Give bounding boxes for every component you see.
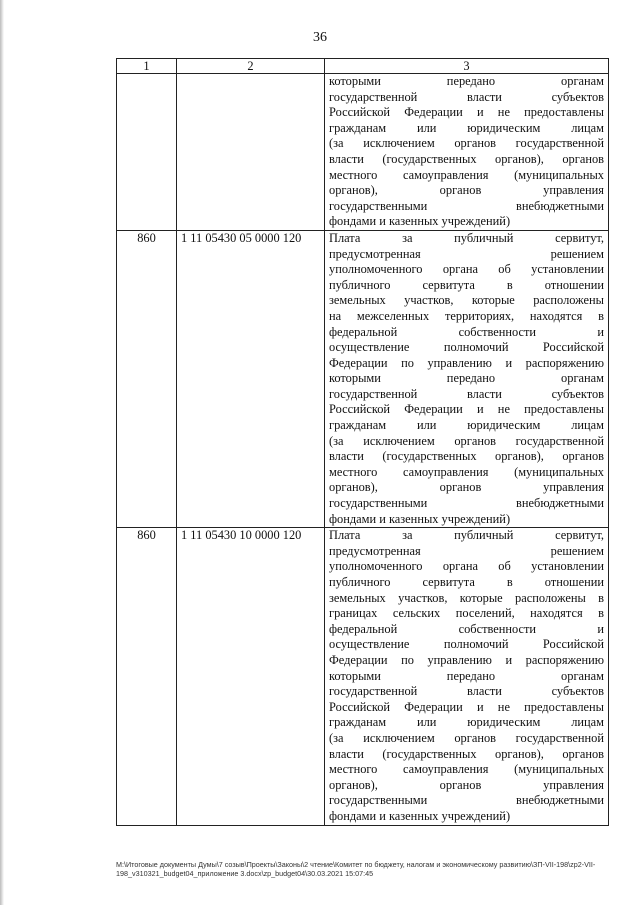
description-line: гражданам или юридическим лицам — [329, 120, 604, 135]
table-header-row — [117, 59, 609, 74]
scan-edge-shadow — [0, 0, 4, 905]
description-line: уполномоченного органа об установлении — [329, 559, 604, 574]
description-line: местного самоуправления (муниципальных — [329, 762, 604, 777]
description-line: Российской Федерации и не предоставлены — [329, 402, 604, 417]
file-path-footer — [116, 860, 616, 878]
row-admin-code: 860 — [117, 230, 177, 527]
row-description — [325, 230, 609, 527]
description-line: предусмотренная решением — [329, 543, 604, 558]
description-line: Федерации по управлению и распоряжению — [329, 652, 604, 667]
description-line: границах сельских поселений, находятся в — [329, 606, 604, 621]
description-line: государственными внебюджетными — [329, 198, 604, 213]
description-line: которыми передано органам — [329, 74, 604, 88]
description-line: власти (государственных органов), органов — [329, 449, 604, 464]
description-line: (за исключением органов государственной — [329, 730, 604, 745]
description-line: (за исключением органов государственной — [329, 136, 604, 151]
description-line: гражданам или юридическим лицам — [329, 715, 604, 730]
row-admin-code: 860 — [117, 528, 177, 825]
row-revenue-code: 1 11 05430 10 0000 120 — [177, 528, 325, 825]
header-col-2: 2 — [177, 59, 325, 74]
description-line: осуществление полномочий Российской — [329, 340, 604, 355]
description-line: органов), органов управления — [329, 777, 604, 792]
description-line: органов), органов управления — [329, 183, 604, 198]
header-col-1: 1 — [117, 59, 177, 74]
description-line: которыми передано органам — [329, 668, 604, 683]
description-line: органов), органов управления — [329, 480, 604, 495]
row-admin-code — [117, 74, 177, 231]
description-line: местного самоуправления (муниципальных — [329, 167, 604, 182]
description-line: фондами и казенных учреждений) — [329, 511, 511, 526]
row-description — [325, 528, 609, 825]
description-line: осуществление полномочий Российской — [329, 637, 604, 652]
description-line: Российской Федерации и не предоставлены — [329, 105, 604, 120]
description-line: Российской Федерации и не предоставлены — [329, 699, 604, 714]
table-row — [117, 528, 609, 825]
description-line: публичного сервитута в отношении — [329, 277, 604, 292]
description-line: гражданам или юридическим лицам — [329, 418, 604, 433]
description-line: государственной власти субъектов — [329, 684, 604, 699]
description-line: Федерации по управлению и распоряжению — [329, 355, 604, 370]
description-line: на межселенных территориях, находятся в — [329, 308, 604, 323]
page-number: 36 — [313, 30, 327, 45]
description-line: государственной власти субъектов — [329, 89, 604, 104]
description-line: Плата за публичный сервитут, — [329, 230, 604, 245]
description-line: предусмотренная решением — [329, 246, 604, 261]
description-line: власти (государственных органов), органов — [329, 151, 604, 166]
description-line: которыми передано органам — [329, 371, 604, 386]
table-row — [117, 74, 609, 231]
header-col-3: 3 — [325, 59, 609, 74]
table-row — [117, 230, 609, 527]
footer-line-2: 198_v310321_budget04_приложение 3.docx\zp_budget04\30.03.2021 15:07:45 — [116, 869, 374, 878]
row-revenue-code — [177, 74, 325, 231]
description-line: федеральной собственности и — [329, 621, 604, 636]
description-line: государственными внебюджетными — [329, 793, 604, 808]
description-line: фондами и казенных учреждений) — [329, 214, 511, 229]
description-line: публичного сервитута в отношении — [329, 575, 604, 589]
revenue-codes-table — [116, 58, 609, 826]
description-line: власти (государственных органов), органов — [329, 746, 604, 761]
description-line: земельных участков, которые расположены в — [329, 590, 604, 605]
description-line: (за исключением органов государственной — [329, 433, 604, 448]
description-line: фондами и казенных учреждений) — [329, 808, 511, 823]
footer-line-1: M:\Итоговые документы Думы\7 созыв\Проекты\Законы\2 чтение\Комитет по бюджету, налогам и экономическому развитию\ЗП-VII-198\zp2-VII- — [116, 860, 596, 869]
description-line: Плата за публичный сервитут, — [329, 528, 604, 543]
description-line: федеральной собственности и — [329, 324, 604, 339]
description-line: местного самоуправления (муниципальных — [329, 464, 604, 479]
row-description — [325, 74, 609, 231]
description-line: уполномоченного органа об установлении — [329, 262, 604, 277]
row-revenue-code: 1 11 05430 05 0000 120 — [177, 230, 325, 527]
description-line: государственной власти субъектов — [329, 386, 604, 401]
description-line: земельных участков, которые расположены — [329, 293, 604, 308]
description-line: государственными внебюджетными — [329, 496, 604, 511]
